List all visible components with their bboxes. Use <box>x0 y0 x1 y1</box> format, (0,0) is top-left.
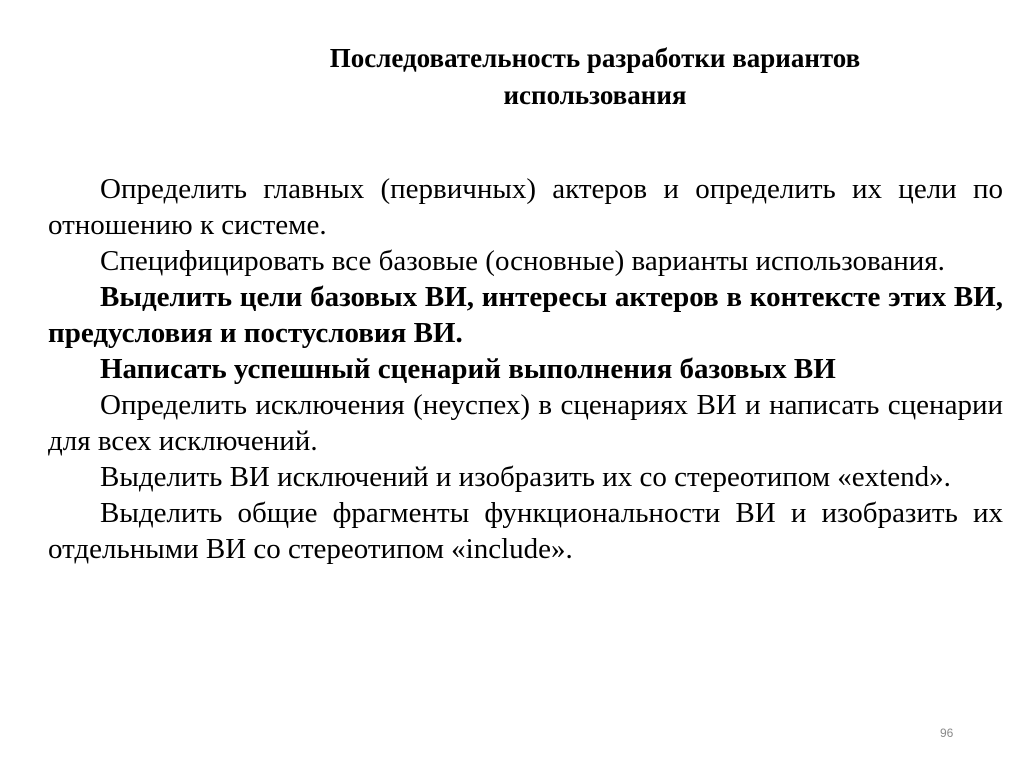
step-paragraph-5: Определить исключения (неуспех) в сценариях ВИ и написать сценарии для всех исключений. <box>48 389 1003 457</box>
page-number: 96 <box>940 726 954 740</box>
slide-title <box>200 40 990 114</box>
step-paragraph-3: Выделить цели базовых ВИ, интересы актеров в контексте этих ВИ, предусловия и постусловия ВИ. <box>48 281 1003 349</box>
slide-body <box>48 171 1003 567</box>
step-paragraph-7: Выделить общие фрагменты функциональности ВИ и изобразить их отдельными ВИ со стереотипом «include». <box>48 497 1003 565</box>
step-paragraph-1: Определить главных (первичных) актеров и определить их цели по отношению к системе. <box>48 173 1003 241</box>
slide-title-line-1: Последовательность разработки вариантов <box>329 43 861 73</box>
slide-title-line-2: использования <box>503 80 687 110</box>
step-paragraph-6: Выделить ВИ исключений и изобразить их со стереотипом «extend». <box>100 461 951 493</box>
step-paragraph-4: Написать успешный сценарий выполнения базовых ВИ <box>100 353 836 385</box>
step-paragraph-2: Специфицировать все базовые (основные) варианты использования. <box>100 245 945 277</box>
